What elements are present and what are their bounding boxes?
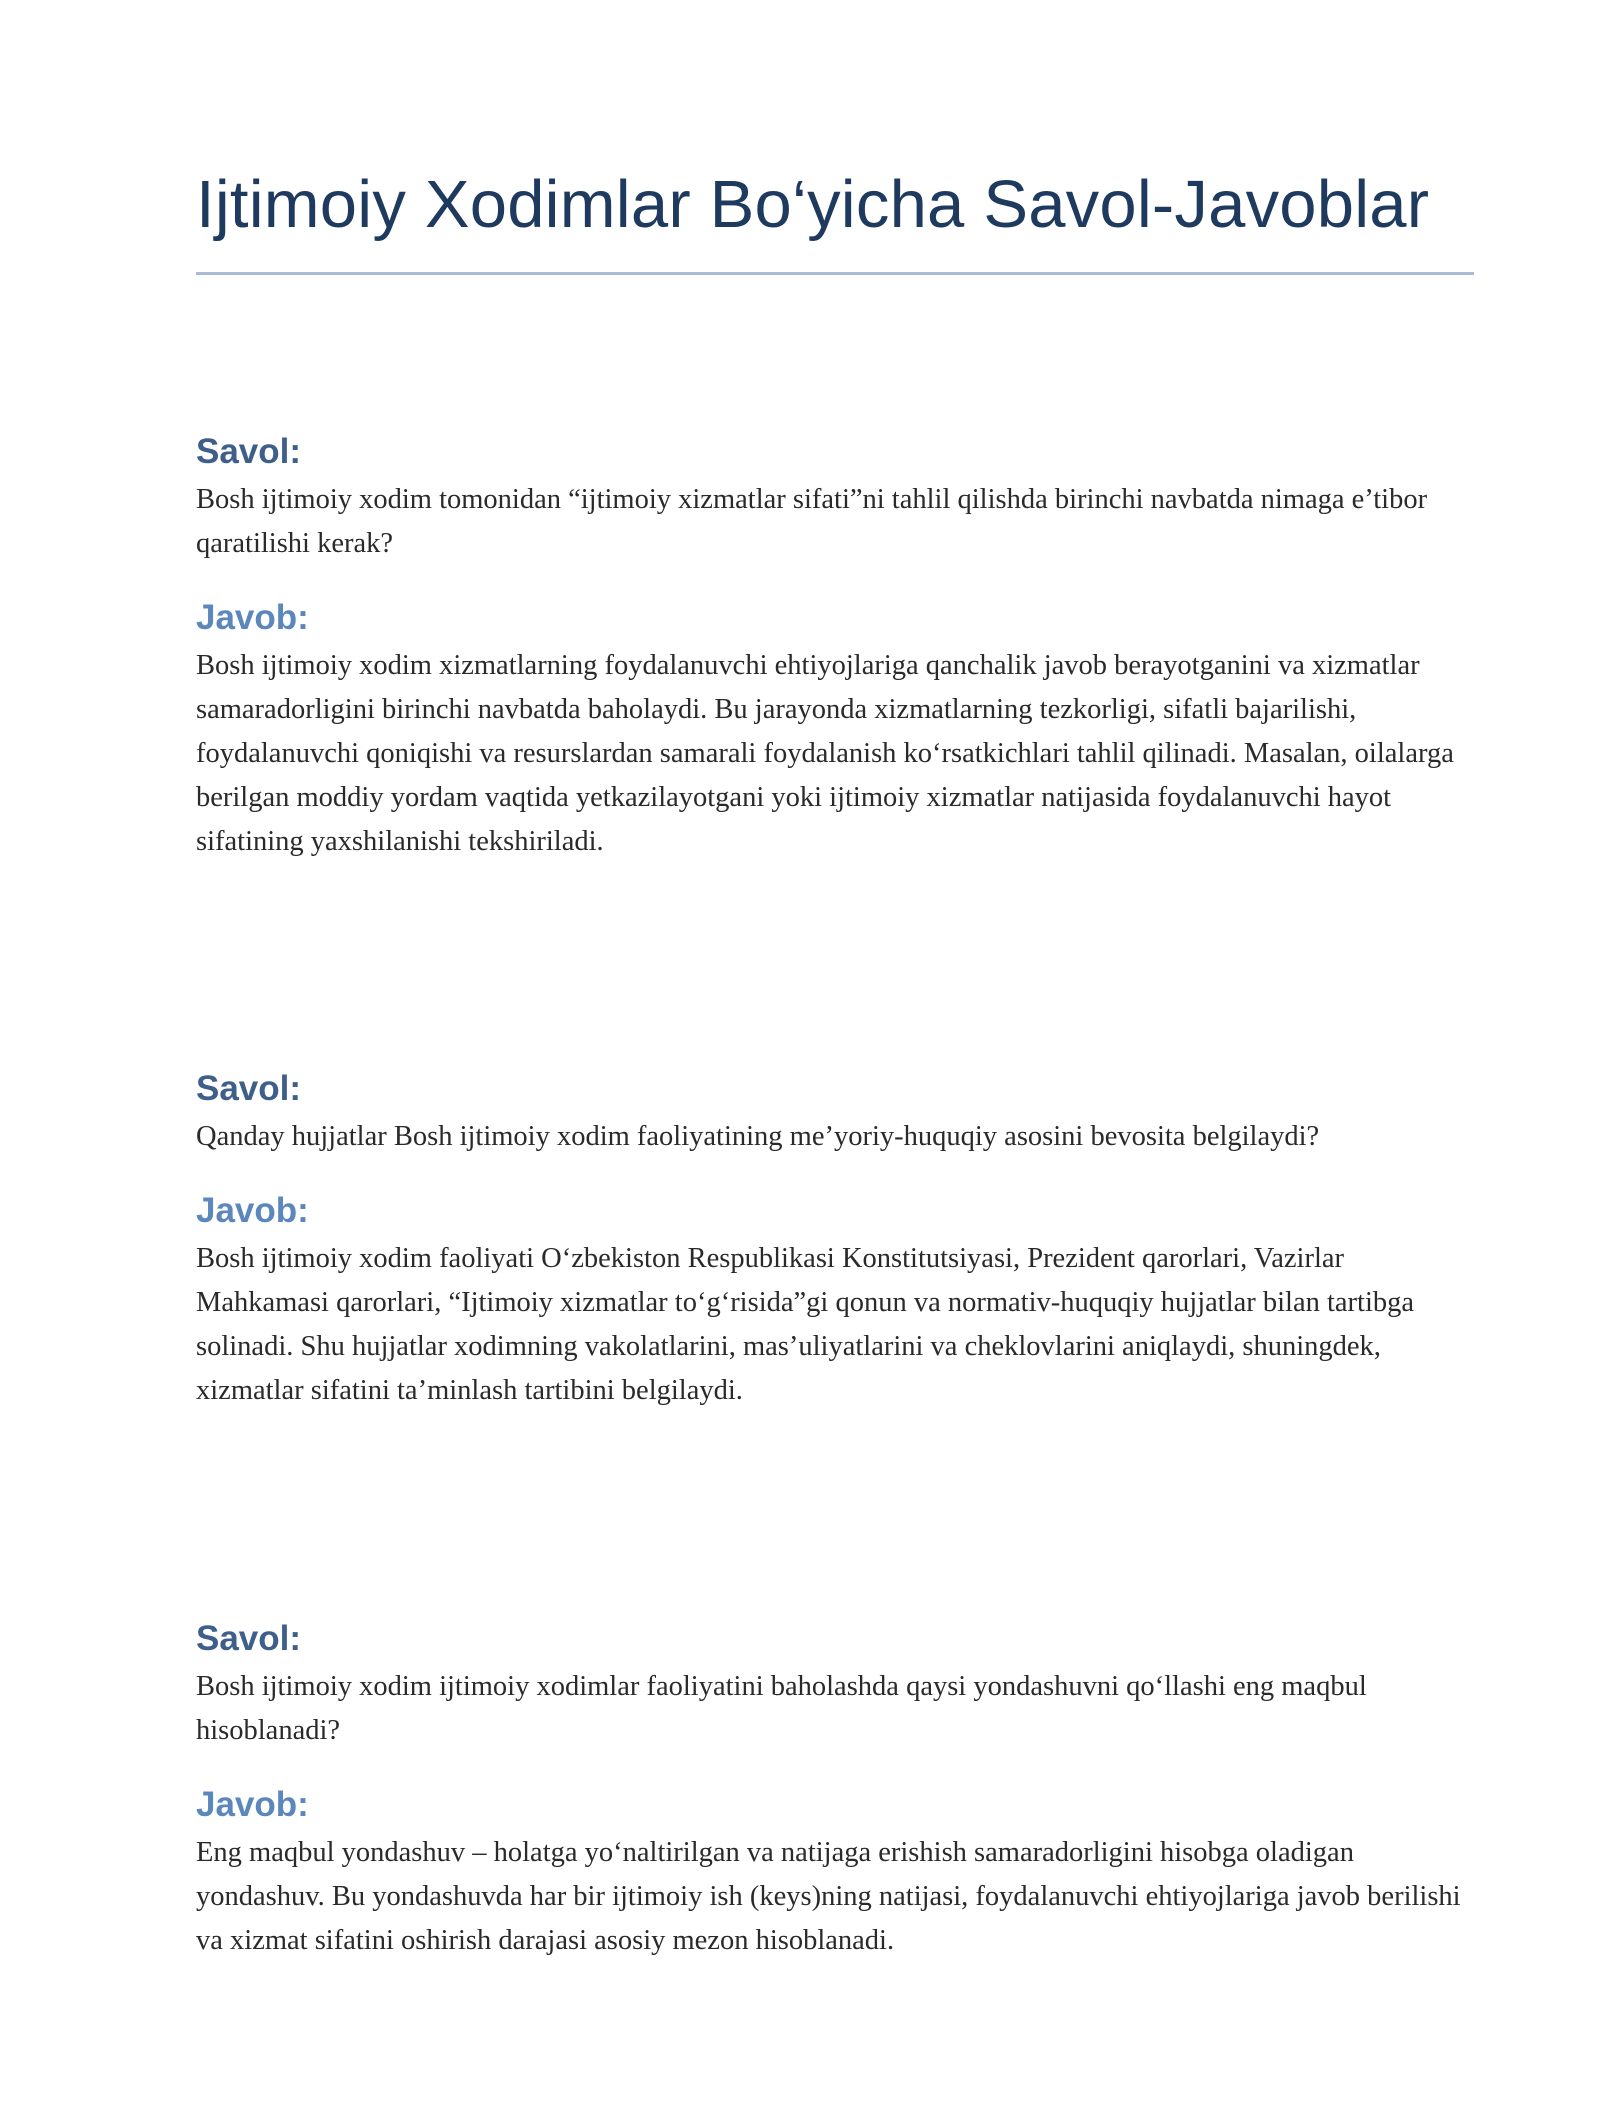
question-text: Bosh ijtimoiy xodim ijtimoiy xodimlar faoliyatini baholashda qaysi yondashuvni qo‘llashi eng maqbul hisoblanadi? <box>196 1671 1367 1746</box>
question-text: Qanday hujjatlar Bosh ijtimoiy xodim faoliyatining me’yoriy-huquqiy asosini bevosita belgilaydi? <box>196 1121 1320 1152</box>
answer-text: Bosh ijtimoiy xodim xizmatlarning foydalanuvchi ehtiyojlariga qanchalik javob berayotganini va xizmatlar samaradorligini birinchi navbatda baholaydi. Bu jarayonda xizmatlarning tezkorligi, sifatli bajarilishi, foydalanuvchi qoniqishi va resurslardan samarali foydalanish ko‘rsatkichlari tahlil qilinadi. Masalan, oilalarga berilgan moddiy yordam vaqtida yetkazilayotgani yoki ijtimoiy xizmatlar natijasida foydalanuvchi hayot sifatining yaxshilanishi tekshiriladi. <box>196 650 1454 857</box>
answer-text: Eng maqbul yondashuv – holatga yo‘naltirilgan va natijaga erishish samaradorligini hisobga oladigan yondashuv. Bu yondashuvda har bir ijtimoiy ish (keys)ning natijasi, foydalanuvchi ehtiyojlariga javob berilishi va xizmat sifatini oshirish darajasi asosiy mezon hisoblanadi. <box>196 1837 1461 1956</box>
answer-label: Javob: <box>196 1191 309 1230</box>
document-page <box>196 160 1474 275</box>
qa-item-2 <box>196 1067 1474 1413</box>
question-label: Savol: <box>196 432 302 471</box>
question-label: Savol: <box>196 1619 302 1658</box>
question-text: Bosh ijtimoiy xodim tomonidan “ijtimoiy xizmatlar sifati”ni tahlil qilishda birinchi navbatda nimaga e’tibor qaratilishi kerak? <box>196 484 1428 559</box>
answer-label: Javob: <box>196 598 309 637</box>
answer-label: Javob: <box>196 1785 309 1824</box>
title-divider <box>196 272 1474 275</box>
answer-text: Bosh ijtimoiy xodim faoliyati O‘zbekiston Respublikasi Konstitutsiyasi, Prezident qarorlari, Vazirlar Mahkamasi qarorlari, “Ijtimoiy xizmatlar to‘g‘risida”gi qonun va normativ-huquqiy hujjatlar bilan tartibga solinadi. Shu hujjatlar xodimning vakolatlarini, mas’uliyatlarini va cheklovlarini aniqlaydi, shuningdek, xizmatlar sifatini ta’minlash tartibini belgilaydi. <box>196 1243 1415 1406</box>
qa-item-3 <box>196 1617 1474 1963</box>
qa-item-1 <box>196 430 1474 864</box>
question-label: Savol: <box>196 1069 302 1108</box>
document-title: Ijtimoiy Xodimlar Bo‘yicha Savol-Javoblar <box>196 167 1430 242</box>
